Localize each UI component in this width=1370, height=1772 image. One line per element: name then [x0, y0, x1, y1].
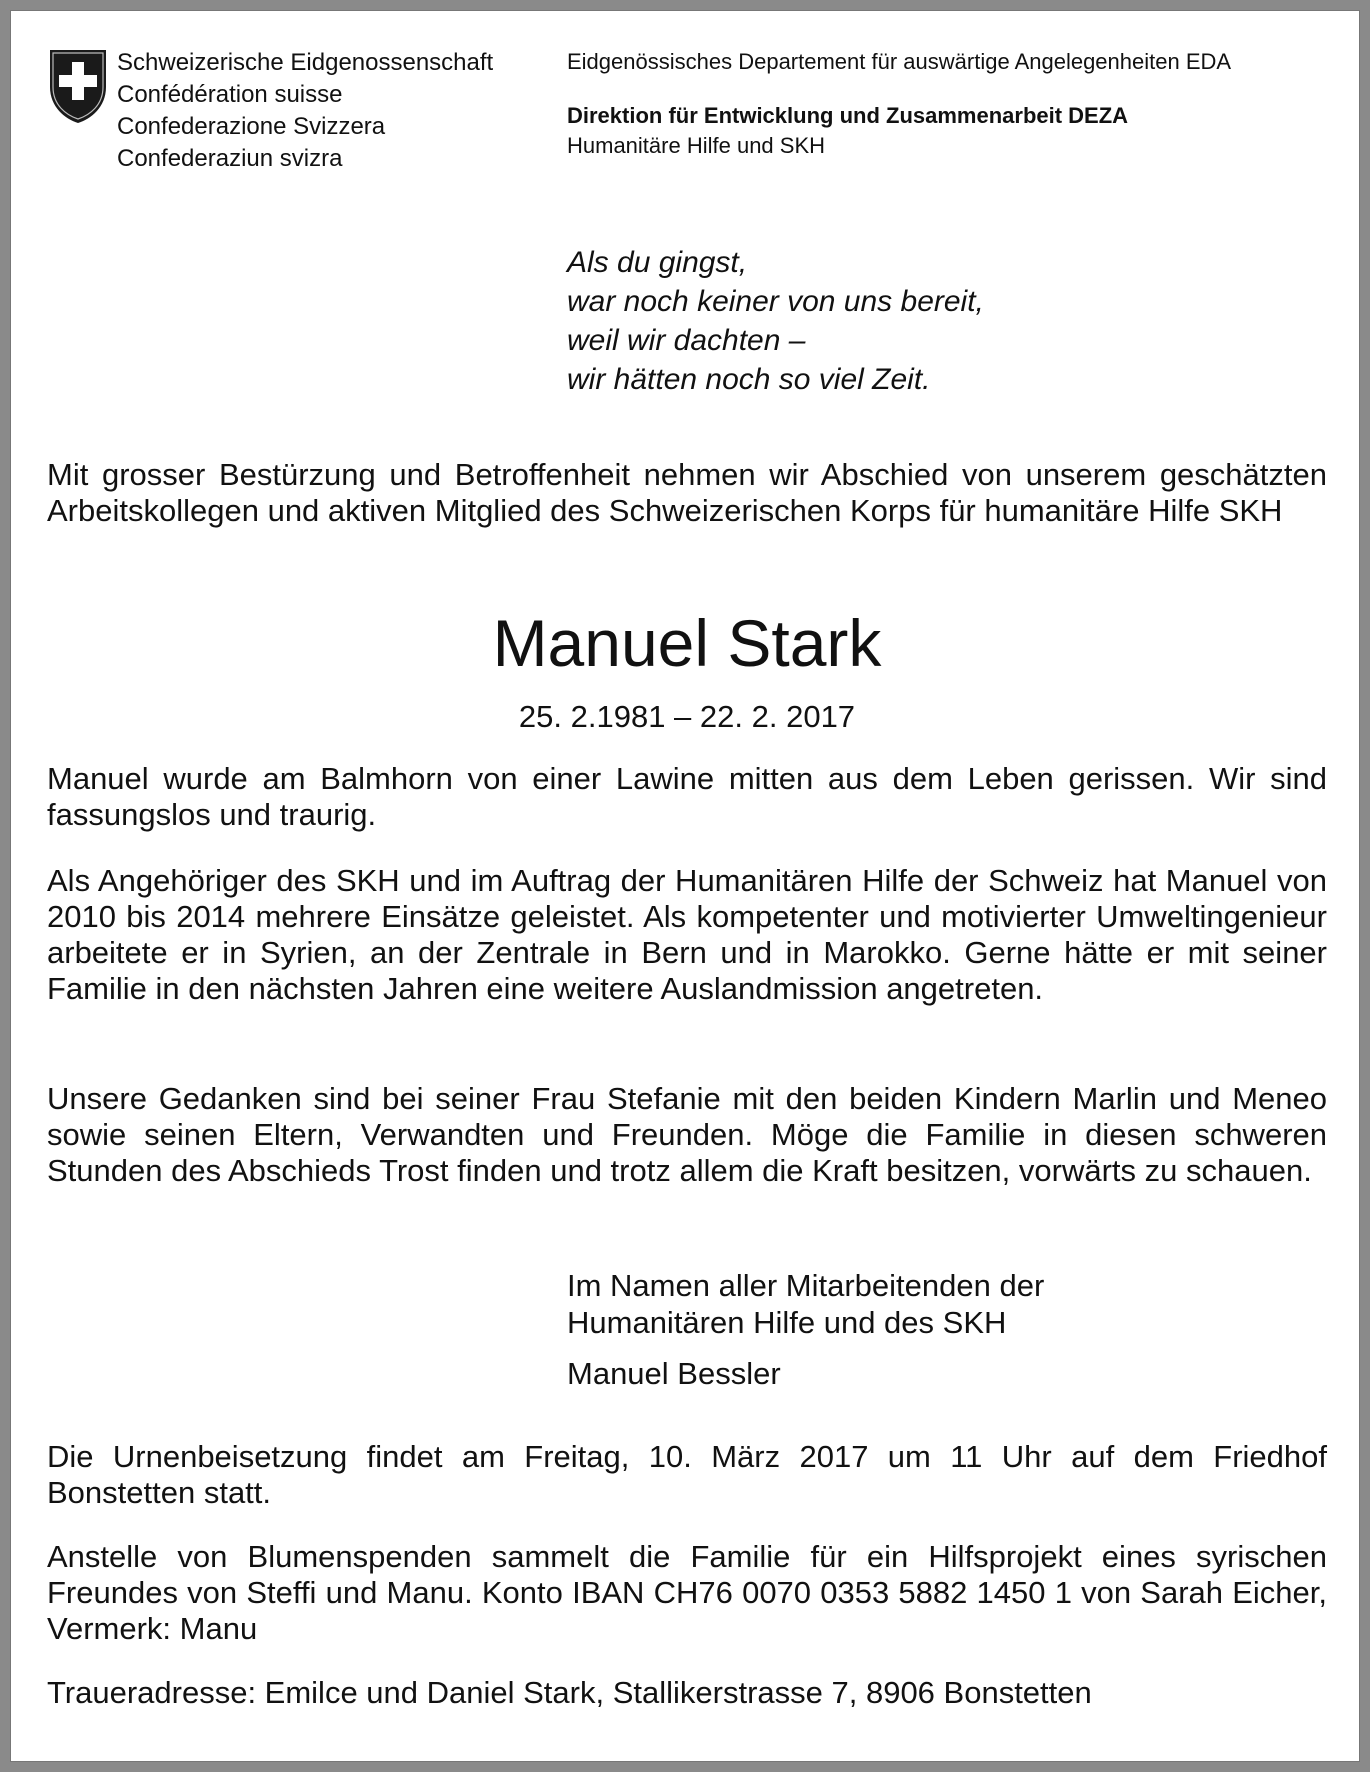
signature-line: Humanitären Hilfe und des SKH [567, 1305, 1007, 1340]
deceased-name: Manuel Stark [492, 606, 882, 680]
intro-paragraph: Mit grosser Bestürzung und Betroffenheit nehmen wir Abschied von unserem geschätzten Arbeitskollegen und aktiven Mitglied des Schweizerischen Korps für humanitäre Hilfe SKH [47, 457, 1327, 528]
division-name: Humanitäre Hilfe und SKH [567, 133, 826, 158]
confederation-name-it: Confederazione Svizzera [117, 113, 386, 140]
department-name: Eidgenössisches Departement für auswärtige Angelegenheiten EDA [567, 49, 1232, 74]
obituary-page [10, 10, 1360, 1762]
signature-line: Im Namen aller Mitarbeitenden der [567, 1268, 1045, 1303]
poem [567, 243, 984, 399]
directorate-name: Direktion für Entwicklung und Zusammenarbeit DEZA [567, 103, 1129, 128]
mourning-address: Traueradresse: Emilce und Daniel Stark, Stallikerstrasse 7, 8906 Bonstetten [47, 1675, 1092, 1710]
body-paragraph: Als Angehöriger des SKH und im Auftrag der Humanitären Hilfe der Schweiz hat Manuel von 2010 bis 2014 mehrere Einsätze geleistet. Als kompetenter und motivierter Umweltingenieur arbeitete er in Syrien, an der Zentrale in Bern und in Marokko. Gerne hätte er mit seiner Familie in den nächsten Jahren eine weitere Auslandmission angetreten. [47, 863, 1327, 1006]
swiss-crest-icon [47, 47, 109, 125]
body-paragraph: Manuel wurde am Balmhorn von einer Lawine mitten aus dem Leben gerissen. Wir sind fassungslos und traurig. [47, 761, 1327, 832]
confederation-name-de: Schweizerische Eidgenossenschaft [117, 49, 494, 76]
confederation-name-rm: Confederaziun svizra [117, 145, 343, 172]
poem-line: wir hätten noch so viel Zeit. [567, 363, 931, 396]
donation-notice: Anstelle von Blumenspenden sammelt die Familie für ein Hilfsprojekt eines syrischen Freundes von Steffi und Manu. Konto IBAN CH76 0070 0353 5882 1450 1 von Sarah Eicher, Vermerk: Manu [47, 1539, 1327, 1646]
signatory-name: Manuel Bessler [567, 1356, 781, 1391]
life-dates: 25. 2.1981 – 22. 2. 2017 [518, 699, 856, 734]
confederation-names [117, 47, 493, 175]
body-paragraph: Unsere Gedanken sind bei seiner Frau Stefanie mit den beiden Kindern Marlin und Meneo sowie seinen Eltern, Verwandten und Freunden. Möge die Familie in diesen schweren Stunden des Abschieds Trost finden und trotz allem die Kraft besitzen, vorwärts zu schauen. [47, 1081, 1327, 1188]
directorate-block [567, 101, 1128, 161]
poem-line: weil wir dachten – [567, 324, 806, 357]
burial-notice: Die Urnenbeisetzung findet am Freitag, 10. März 2017 um 11 Uhr auf dem Friedhof Bonstetten statt. [47, 1439, 1327, 1510]
poem-line: Als du gingst, [567, 246, 748, 279]
confederation-name-fr: Confédération suisse [117, 81, 343, 108]
poem-line: war noch keiner von uns bereit, [567, 285, 984, 318]
